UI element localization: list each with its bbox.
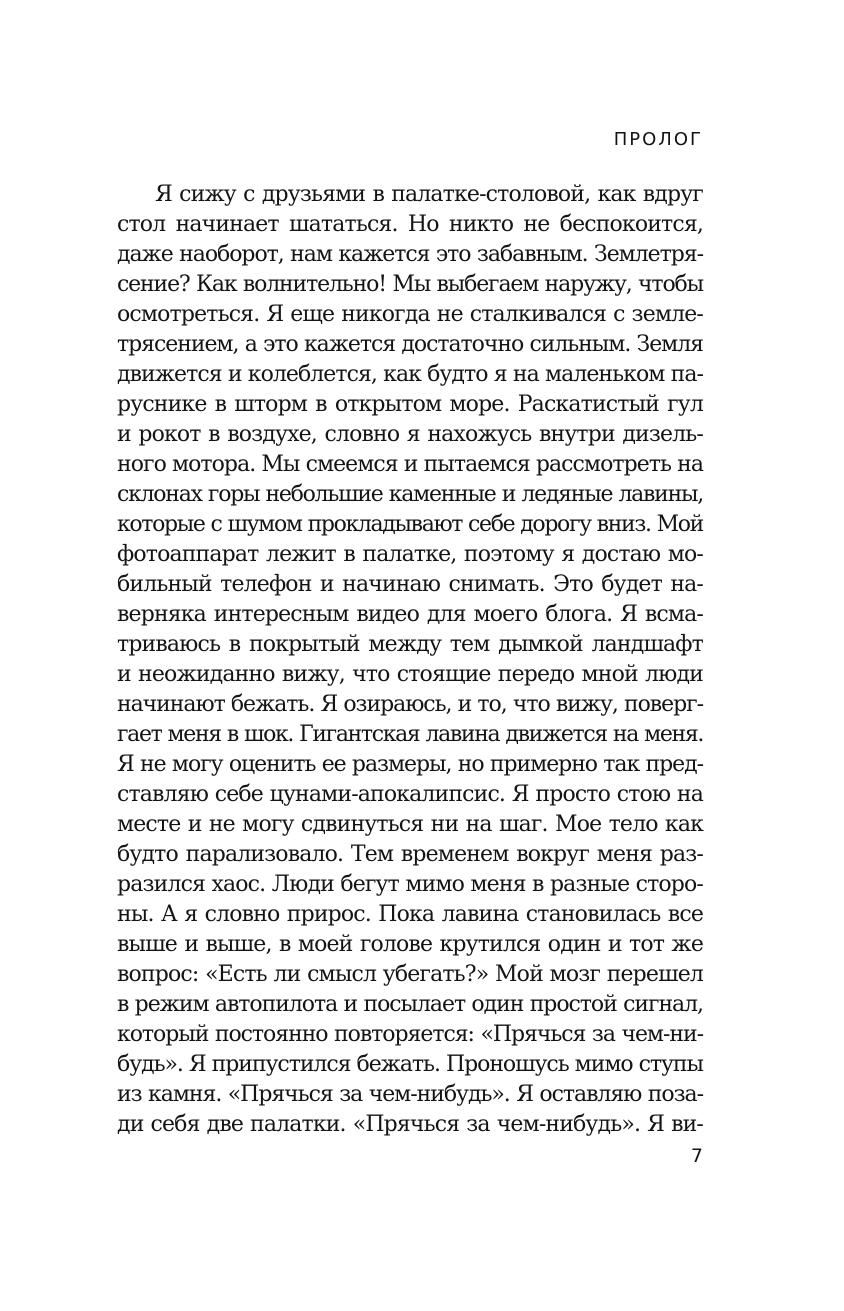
text-line: выше и выше, в моей голове крутился один и тот же xyxy=(117,932,703,957)
text-line: осмотреться. Я еще никогда не сталкивался с земле- xyxy=(117,302,703,327)
text-line: из камня. «Прячься за чем-нибудь». Я оставляю поза- xyxy=(117,1082,703,1107)
text-line: сение? Как волнительно! Мы выбегаем наружу, чтобы xyxy=(117,272,703,297)
text-line: и неожиданно вижу, что стоящие передо мной люди xyxy=(117,662,703,687)
text-line: ного мотора. Мы смеемся и пытаемся рассмотреть на xyxy=(117,452,703,477)
text-line: месте и не могу сдвинуться ни на шаг. Мое тело как xyxy=(117,812,703,837)
text-line: ставляю себе цунами-апокалипсис. Я просто стою на xyxy=(117,782,703,807)
page-number: 7 xyxy=(690,1145,703,1167)
text-line: триваюсь в покрытый между тем дымкой ландшафт xyxy=(117,632,703,657)
text-line: начинают бежать. Я озираюсь, и то, что вижу, поверг- xyxy=(117,692,703,717)
text-line: который постоянно повторяется: «Прячься за чем-ни- xyxy=(117,1022,703,1047)
text-line: движется и колеблется, как будто я на маленьком па- xyxy=(117,362,703,387)
running-head: ПРОЛОГ xyxy=(613,129,703,150)
text-line: фотоаппарат лежит в палатке, поэтому я достаю мо- xyxy=(117,542,703,567)
text-line: разился хаос. Люди бегут мимо меня в разные сторо- xyxy=(117,872,703,897)
text-line: руснике в шторм в открытом море. Раскатистый гул xyxy=(117,392,703,417)
text-line: верняка интересным видео для моего блога. Я всма- xyxy=(117,602,703,627)
text-line: будь». Я припустился бежать. Проношусь мимо ступы xyxy=(117,1052,703,1077)
text-line: и рокот в воздухе, словно я нахожусь внутри дизель- xyxy=(117,422,703,447)
text-line: ны. А я словно прирос. Пока лавина становилась все xyxy=(117,902,703,927)
text-line: склонах горы небольшие каменные и ледяные лавины, xyxy=(117,482,703,507)
text-line: стол начинает шататься. Но никто не беспокоится, xyxy=(117,212,703,237)
text-line: ди себя две палатки. «Прячься за чем-нибудь». Я ви- xyxy=(117,1112,703,1137)
text-line: Я сижу с друзьями в палатке-столовой, как вдруг xyxy=(155,182,703,207)
text-line: Я не могу оценить ее размеры, но примерно так пред- xyxy=(117,752,703,777)
text-line: бильный телефон и начинаю снимать. Это будет на- xyxy=(117,572,703,597)
text-line: трясением, а это кажется достаточно сильным. Земля xyxy=(117,332,703,357)
text-line: вопрос: «Есть ли смысл убегать?» Мой мозг перешел xyxy=(117,962,703,987)
text-line: гает меня в шок. Гигантская лавина движется на меня. xyxy=(117,722,703,747)
text-line: которые с шумом прокладывают себе дорогу вниз. Мой xyxy=(117,512,703,537)
text-line: в режим автопилота и посылает один простой сигнал, xyxy=(117,992,703,1017)
text-line: будто парализовало. Тем временем вокруг меня раз- xyxy=(117,842,703,867)
text-line: даже наоборот, нам кажется это забавным. Землетря- xyxy=(117,242,703,267)
body-paragraph xyxy=(117,180,703,1140)
